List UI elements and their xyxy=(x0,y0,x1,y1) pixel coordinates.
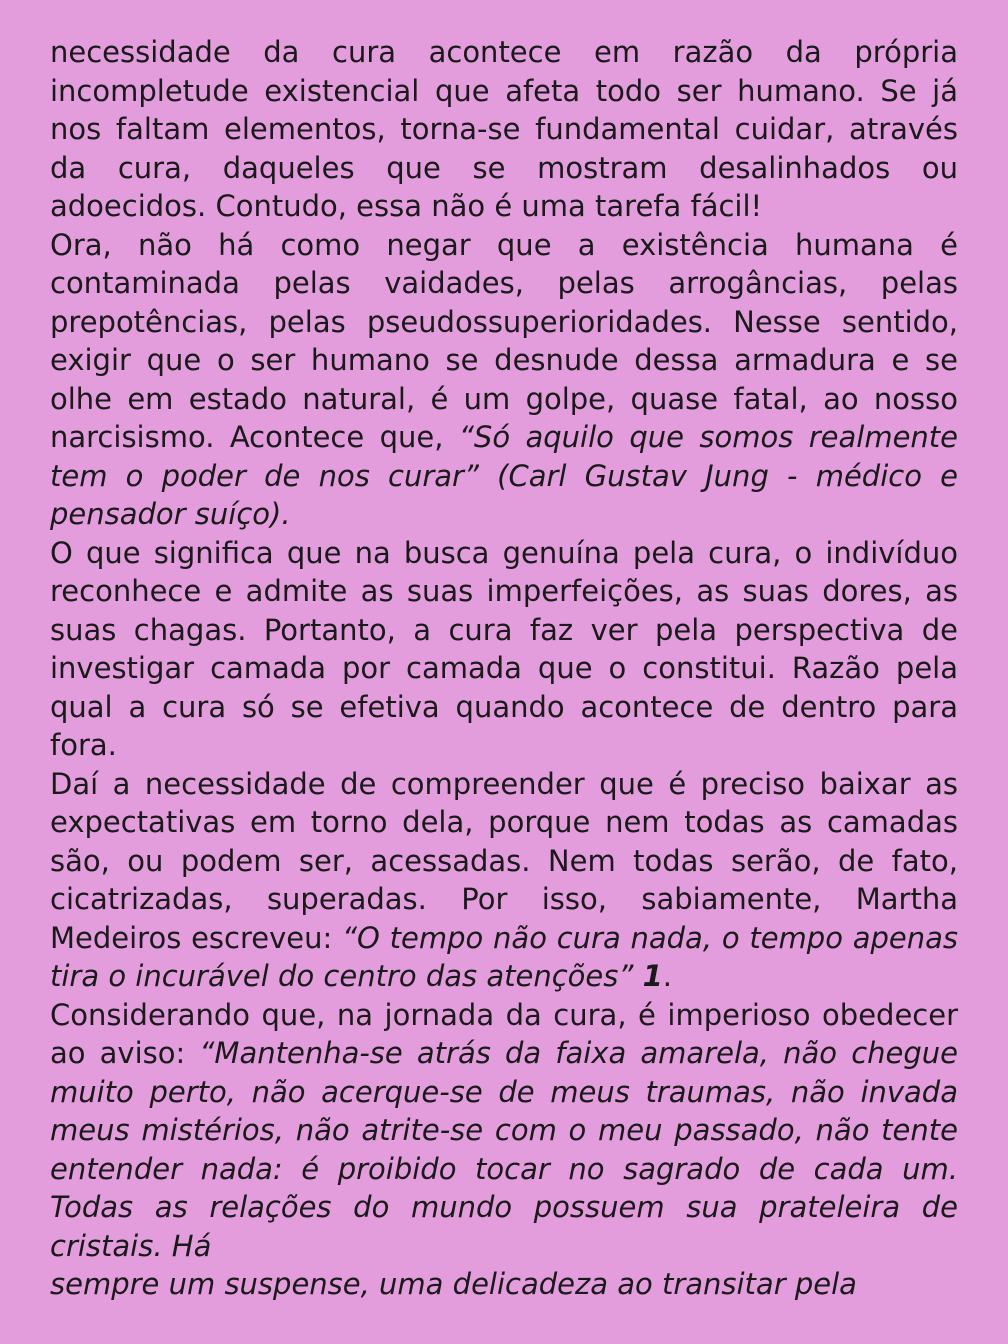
paragraph-2 xyxy=(50,226,958,534)
warning-quote: “Mantenha-se atrás da faixa amarela, não chegue muito perto, não acerque-se de meus traumas, não invada meus mistérios, não atrite-se com o meu passado, não tente entender nada: é proibido tocar no sagrado de cada um. Todas as relações do mundo possuem sua prateleira de cristais. Há xyxy=(50,1036,958,1263)
paragraph-5 xyxy=(50,996,958,1266)
paragraph-4 xyxy=(50,765,958,996)
document-page xyxy=(50,33,958,1304)
warning-quote-last-line: sempre um suspense, uma delicadeza ao transitar pela xyxy=(50,1267,857,1301)
paragraph-4-text: Daí a necessidade de compreender que é preciso baixar as expectativas em torno dela, porque nem todas as camadas são, ou podem ser, acessadas. Nem todas serão, de fato, cicatrizadas, superadas. Por isso, sabiamente, Martha Medeiros escreveu: xyxy=(50,766,958,955)
footnote-reference: 1 xyxy=(642,959,663,993)
paragraph-3 xyxy=(50,534,958,765)
paragraph-2-text: Ora, não há como negar que a existência humana é contaminada pelas vaidades, pelas arrogâncias, pelas prepotências, pelas pseudossuperioridades. Nesse sentido, exigir que o ser humano se desnude dessa armadura e se olhe em estado natural, é um golpe, quase fatal, ao nosso narcisismo. Acontece que, xyxy=(50,227,958,454)
paragraph-3-text: O que significa que na busca genuína pela cura, o indivíduo reconhece e admite as suas imperfeições, as suas dores, as suas chagas. Portanto, a cura faz ver pela perspectiva de investigar camada por camada que o constitui. Razão pela qual a cura só se efetiva quando acontece de dentro para fora. xyxy=(50,535,958,762)
paragraph-5-last-line xyxy=(50,1265,958,1304)
paragraph-4-end: . xyxy=(662,959,672,993)
medeiros-quote: “O tempo não cura nada, o tempo apenas tira o incurável do centro das atenções” xyxy=(50,920,958,993)
paragraph-1-text: necessidade da cura acontece em razão da própria incompletude existencial que afeta todo ser humano. Se já nos faltam elementos, torna-se fundamental cuidar, através da cura, daqueles que se mostram desalinhados ou adoecidos. Contudo, essa não é uma tarefa fácil! xyxy=(50,35,958,223)
paragraph-5-text: Considerando que, na jornada da cura, é imperioso obedecer ao aviso: xyxy=(50,997,958,1070)
jung-quote: “Só aquilo que somos realmente tem o poder de nos curar” (Carl Gustav Jung - médico e pensador suíço). xyxy=(50,420,959,531)
paragraph-1 xyxy=(50,33,958,226)
